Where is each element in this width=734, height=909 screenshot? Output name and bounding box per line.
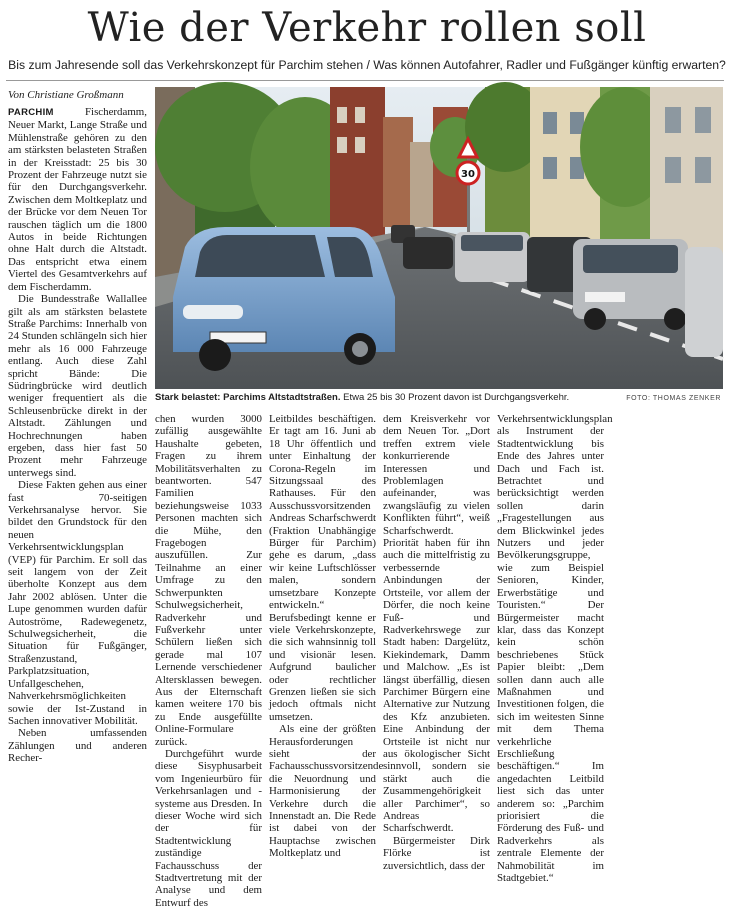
paragraph: Durchgeführt wurde diese Sisyphusarbeit vom Ingenieurbüro für Verkehrsanlagen und -systeme aus Dresden. In dieser Woche wird sich der für Stadtentwicklung zuständige Fachausschuss der Stadtvertretung mit der Analyse und dem Entwurf des <box>155 747 262 909</box>
article-column-4 <box>383 413 490 872</box>
article-column-5 <box>497 413 613 885</box>
paragraph: Bürgermeister Dirk Flörke ist zuversichtlich, dass der <box>383 834 490 872</box>
paragraph: chen wurden 3000 zufällig ausgewählte Haushalte gebeten, Fragen zu ihrem Mobilitätsverhalten zu beantworten. 547 Familien beziehungsweise 1033 Personen machten sich die Mühe, den Fragebogen auszufüllen. Zur Teilnahme an einer Umfrage zu den Schwerpunkten Schulwegsicherheit, Radverkehr und Fußverkehr unter Schülern ließen sich gerade mal 107 Lernende verschiedener Altersklassen bewegen. Aus der Elternschaft kamen weitere 170 bis zu Ende ausgefüllte Online-Formulare zurück. <box>155 413 262 748</box>
article-column-1 <box>8 106 147 774</box>
paragraph: Diese Fakten gehen aus einer fast 70-seitigen Verkehrsanalyse hervor. Sie bildet den Grundstock für den neuen Verkehrsentwicklungsplan (VEP) für Parchim. Er soll das seit langem von der Zeit überholte Konzept aus dem Jahr 2002 ablösen. Unter die Lupe genommen wurden dafür Autoströme, Radewegenetz, Schulwegsicherheit, die Situation für Fußgänger, Straßenzustand, Parkplatzsituation, Unfallgeschehen, Nahverkehrsmöglichkeiten sowie der Ist-Zustand in Sachen innovativer Mobilität. <box>8 479 147 727</box>
article-column-2 <box>155 413 262 909</box>
article-photo <box>155 87 723 389</box>
subheadline: Bis zum Jahresende soll das Verkehrskonzept für Parchim stehen / Was können Autofahrer, Radler und Fußgänger künftig erwarten? <box>8 58 726 72</box>
paragraph: Leitbildes beschäftigen. Er tagt am 16. Juni ab 18 Uhr öffentlich und unter Einhaltung der Corona-Regeln im Sitzungssaal des Rathauses. Für den Ausschussvorsitzenden Andreas Scharfschwerdt (Fraktion Unabhängige Bürger für Parchim) gehe es darum, „dass wir keine Luftschlösser malen, sondern umsetzbare Konzepte entwickeln.“ Berufsbedingt kenne er viele Verkehrskonzepte, die sich wahnsinnig toll und visionär lesen. Aufgrund baulicher oder rechtlicher Grenzen ließen sie sich jedoch oftmals nicht umsetzen. <box>269 413 376 723</box>
photo-caption <box>155 390 723 406</box>
byline: Von Christiane Großmann <box>8 89 124 101</box>
caption-lead: Stark belastet: Parchims Altstadtstraßen. <box>155 392 341 403</box>
dateline: PARCHIM <box>8 107 54 118</box>
headline: Wie der Verkehr rollen soll <box>87 5 647 51</box>
paragraph: Als eine der größten Herausforderungen sieht der Fachausschussvorsitzende die Neuordnung und Harmonisierung der Verkehre durch die Innenstadt an. Die Rede ist dabei von der Hauptachse zwischen Moltkeplatz und <box>269 723 384 860</box>
divider <box>6 80 724 81</box>
photo-credit: FOTO: THOMAS ZENKER <box>626 395 721 402</box>
caption-text: Etwa 25 bis 30 Prozent davon ist Durchgangsverkehr. <box>340 392 570 403</box>
speed-limit-sign: 30 <box>461 169 475 180</box>
paragraph: Neben umfassenden Zählungen und anderen Recher- <box>8 727 147 765</box>
paragraph: Verkehrsentwicklungsplan als Instrument der Stadtentwicklung bis Ende des Jahres unter Dach und Fach ist. Betrachtet und berücksichtigt werden sollen darin „Fragestellungen aus dem Blickwinkel jedes Nutzers und jeder Bevölkerungsgruppe, wie zum Beispiel Senioren, Kinder, Erwerbstätige und Touristen.“ Der Bürgermeister macht klar, dass das Konzept kein schön beschriebenes Stück Papier bleibt: „Dem sollen dann auch alle Maßnahmen und Investitionen folgen, die sich im weitesten Sinne mit dem Thema verkehrliche Erschließung beschäftigen.“ Im angedachten Leitbild liest sich das unter anderem so: „Parchim priorisiert die Förderung des Fuß- und Radverkehrs als zentrale Elemente der Nahmobilität im Stadtgebiet.“ <box>497 413 613 885</box>
paragraph: Die Bundesstraße Wallallee gilt als am stärksten belastete Straße Parchims: Innerhalb von 24 Stunden schlängeln sich hier mehr als 16 000 Fahrzeuge entlang. Auch diese Zahl spricht Bände: Die Südringbrücke wird deutlich weniger frequentiert als die Schleusenbrücke direkt in der Altstadt. Zählungen und Hochrechnungen haben ergeben, dass hier fast 50 Prozent mehr Fahrzeuge unterwegs sind. <box>8 293 147 479</box>
paragraph <box>8 106 147 293</box>
article-column-3 <box>269 413 384 860</box>
paragraph: dem Kreisverkehr vor dem Neuen Tor. „Dort treffen extrem viele konkurrierende Interessen und Problemlagen aufeinander, was zwangsläufig zu vielen Konflikten führt“, weiß Scharfschwerdt. Priorität haben für ihn auch die mittelfristig zu verbessernde Anbindungen der Ortsteile, vor allem der Dörfer, die noch keine Fuß- und Radverkehrswege zur Stadt haben: Dargelütz, Kiekindemark, Damm und Malchow. „Es ist längst überfällig, diesen Parchimer Bürgern eine Alternative zur Nutzung des Kfz anzubieten. Eine Anbindung der Ortsteile ist nicht nur aus ökologischer Sicht sinnvoll, sondern sie stärkt auch die Zusammengehörigkeit aller Parchimer“, so Andreas Scharfschwerdt. <box>383 413 490 835</box>
paragraph-text: Fischerdamm, Neuer Markt, Lange Straße und Mühlenstraße gehören zu den am stärksten belasteten Straßen in der Kreisstadt: 25 bis 30 Prozent der Fahrzeuge nutzt sie für den Durchgangsverkehr. Zwischen dem Moltkeplatz und der Brücke vor dem Neuen Tor rauschen täglich um die 1800 Autos in beide Richtungen ohne Halt durch die Altstadt. Das entspricht etwa einem Viertel des Gesamtverkehrs auf dem Fischerdamm. <box>8 106 147 293</box>
street-photo <box>155 87 723 389</box>
